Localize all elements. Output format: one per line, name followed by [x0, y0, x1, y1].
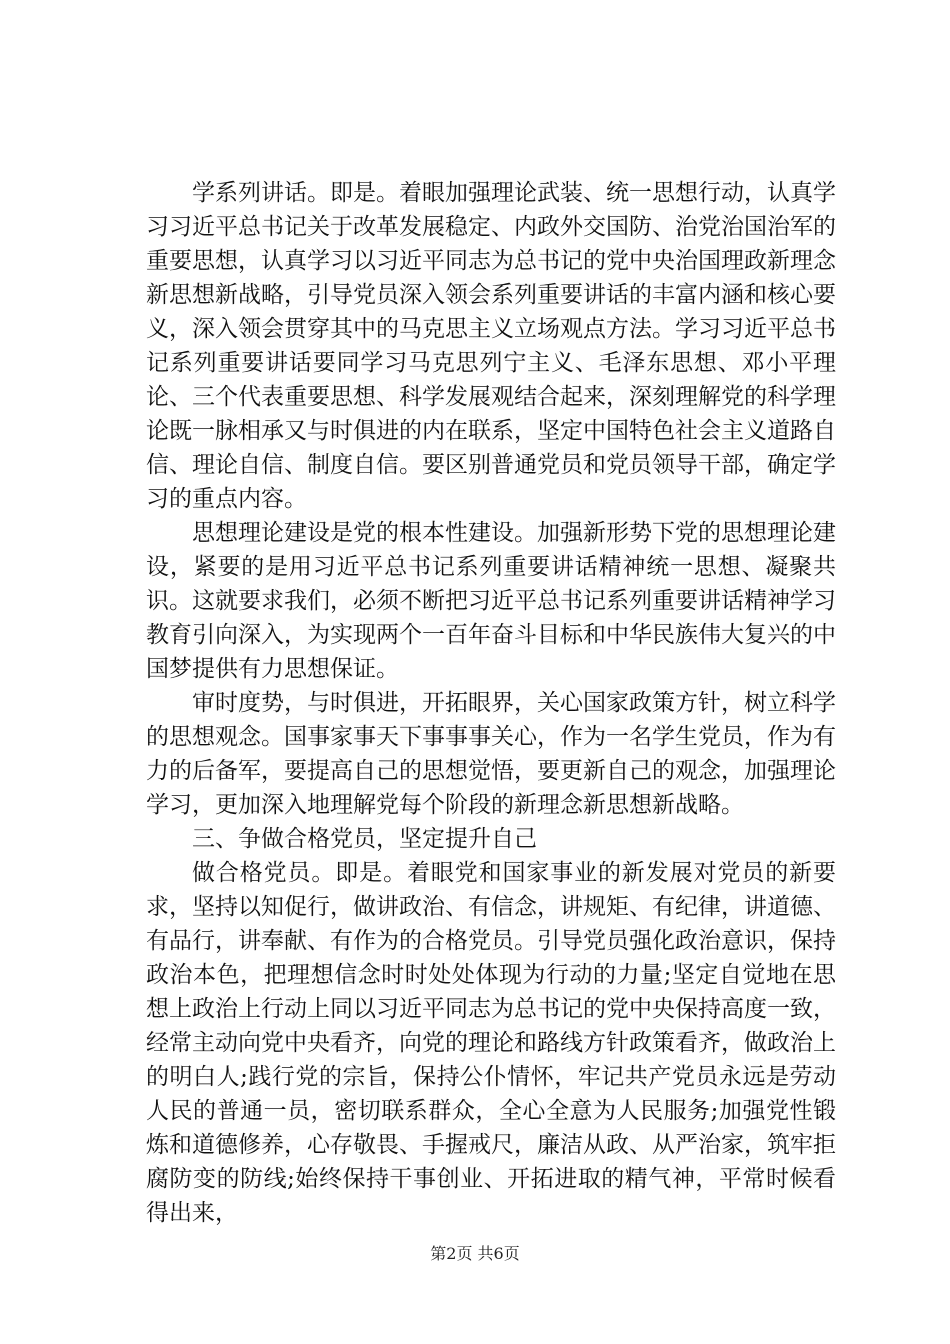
paragraph-study-speeches: 学系列讲话。即是。着眼加强理论武装、统一思想行动，认真学习习近平总书记关于改革发展稳定、内政外交国防、治党治国治军的重要思想，认真学习以习近平同志为总书记的党中央治国理政新理念新思想新战略，引导党员深入领会系列重要讲话的丰富内涵和核心要义，深入领会贯穿其中的马克思主义立场观点方法。学习习近平总书记系列重要讲话要同学习马克思列宁主义、毛泽东思想、邓小平理论、三个代表重要思想、科学发展观结合起来，深刻理解党的科学理论既一脉相承又与时俱进的内在联系，坚定中国特色社会主义道路自信、理论自信、制度自信。要区别普通党员和党员领导干部，确定学习的重点内容。	[146, 180, 836, 512]
document-body	[146, 176, 836, 1230]
paragraph-qualified-member: 做合格党员。即是。着眼党和国家事业的新发展对党员的新要求，坚持以知促行，做讲政治、有信念，讲规矩、有纪律，讲道德、有品行，讲奉献、有作为的合格党员。引导党员强化政治意识，保持政治本色，把理想信念时时处处体现为行动的力量;坚定自觉地在思想上政治上行动上同以习近平同志为总书记的党中央保持高度一致，经常主动向党中央看齐，向党的理论和路线方针政策看齐，做政治上的明白人;践行党的宗旨，保持公仆情怀，牢记共产党员永远是劳动人民的普通一员，密切联系群众，全心全意为人民服务;加强党性锻炼和道德修养，心存敬畏、手握戒尺，廉洁从政、从严治家，筑牢拒腐防变的防线;始终保持干事创业、开拓进取的精气神，平常时候看得出来，	[146, 860, 836, 1226]
paragraph-theory-building: 思想理论建设是党的根本性建设。加强新形势下党的思想理论建设，紧要的是用习近平总书记系列重要讲话精神统一思想、凝聚共识。这就要求我们，必须不断把习近平总书记系列重要讲话精神学习教育引向深入，为实现两个一百年奋斗目标和中华民族伟大复兴的中国梦提供有力思想保证。	[146, 520, 836, 682]
paragraph-keep-pace: 审时度势，与时俱进，开拓眼界，关心国家政策方针，树立科学的思想观念。国事家事天下事事事关心，作为一名学生党员，作为有力的后备军，要提高自己的思想觉悟，要更新自己的观念，加强理论学习，更加深入地理解党每个阶段的新理念新思想新战略。	[146, 690, 836, 818]
section-heading-qualified-member: 三、争做合格党员，坚定提升自己	[192, 826, 537, 852]
page-number-footer: 第2页 共6页	[430, 1244, 520, 1263]
